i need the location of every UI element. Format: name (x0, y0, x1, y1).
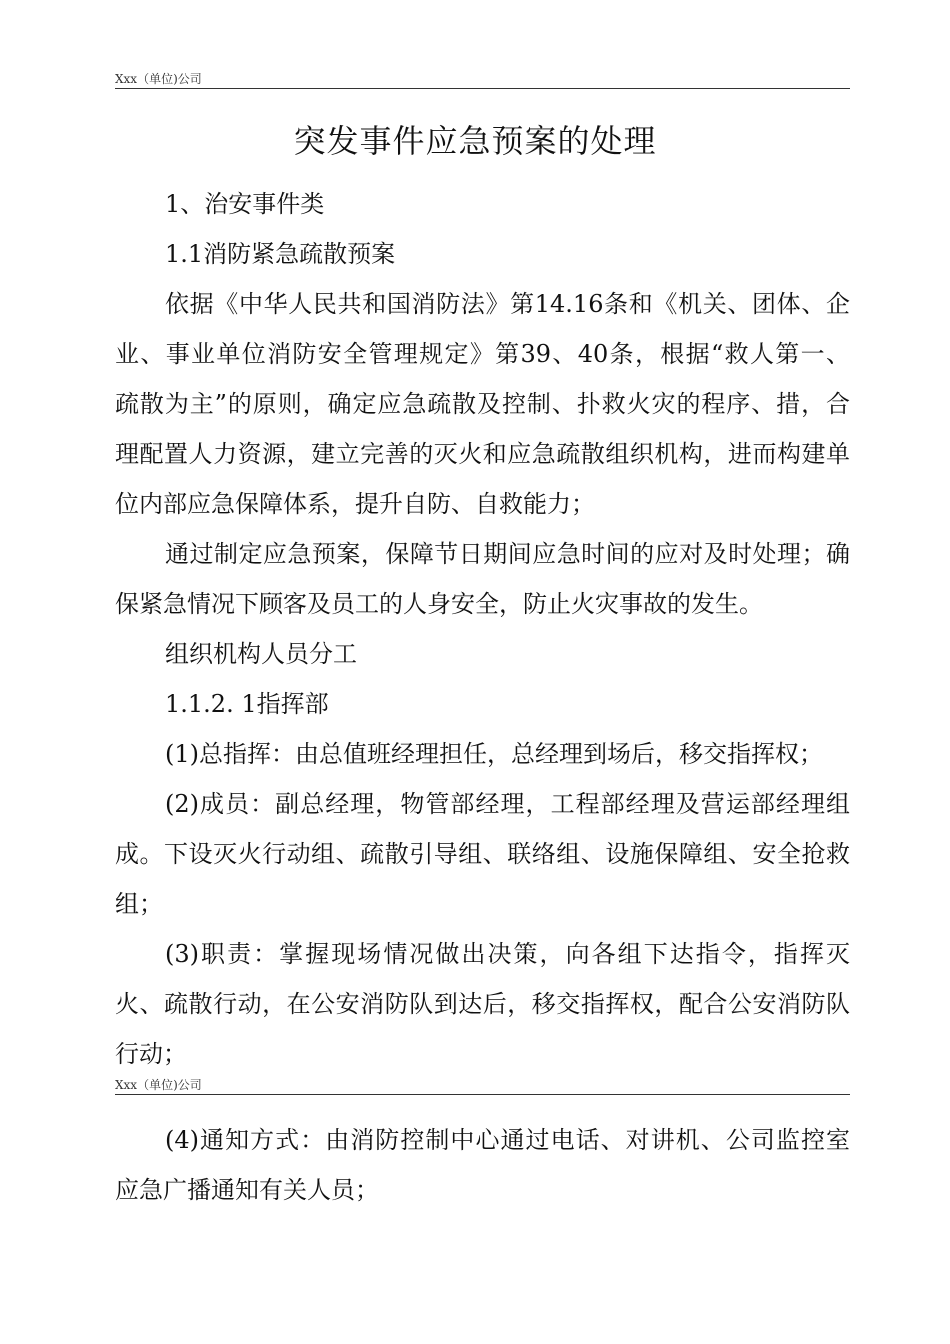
list-item: (1)总指挥：由总值班经理担任，总经理到场后，移交指挥权； (165, 740, 823, 768)
paragraph-line: 依据《中华人民共和国消防法》第14.16条和《机关、团体、企 (165, 290, 850, 318)
list-item-continuation: 成。下设灭火行动组、疏散引导组、联络组、设施保障组、安全抢救 (115, 840, 850, 868)
document-title: 突发事件应急预案的处理 (293, 122, 657, 160)
list-item: (3)职责：掌握现场情况做出决策，向各组下达指令，指挥灭 (165, 940, 850, 968)
list-item-continuation: 火、疏散行动，在公安消防队到达后，移交指挥权，配合公安消防队 (115, 990, 850, 1018)
paragraph-line: 理配置人力资源，建立完善的灭火和应急疏散组织机构，进而构建单 (115, 440, 850, 468)
list-item: (4)通知方式：由消防控制中心通过电话、对讲机、公司监控室 (165, 1126, 850, 1154)
page-header (115, 68, 850, 89)
subsection-heading: 1.1消防紧急疏散预案 (165, 240, 396, 268)
paragraph-line: 疏散为主”的原则，确定应急疏散及控制、扑救火灾的程序、措，合 (115, 390, 850, 418)
paragraph-line: 位内部应急保障体系，提升自防、自救能力； (115, 490, 595, 518)
list-item: (2)成员：副总经理，物管部经理，工程部经理及营运部经理组 (165, 790, 850, 818)
header-company-text: Xxx（单位)公司 (115, 1078, 202, 1092)
list-item-continuation: 行动； (115, 1040, 187, 1068)
header-company-text: Xxx（单位)公司 (115, 72, 202, 86)
page-header (115, 1074, 850, 1095)
paragraph-line: 通过制定应急预案，保障节日期间应急时间的应对及时处理；确 (165, 540, 850, 568)
subsection-heading: 1.1.2. 1指挥部 (165, 690, 329, 718)
section-heading: 1、治安事件类 (165, 190, 325, 218)
list-item-continuation: 组； (115, 890, 163, 918)
list-item-continuation: 应急广播通知有关人员； (115, 1176, 379, 1204)
paragraph-line: 保紧急情况下顾客及员工的人身安全，防止火灾事故的发生。 (115, 590, 763, 618)
paragraph-line: 业、事业单位消防安全管理规定》第39、40条，根据“救人第一、 (115, 340, 850, 368)
section-heading: 组织机构人员分工 (165, 640, 357, 668)
